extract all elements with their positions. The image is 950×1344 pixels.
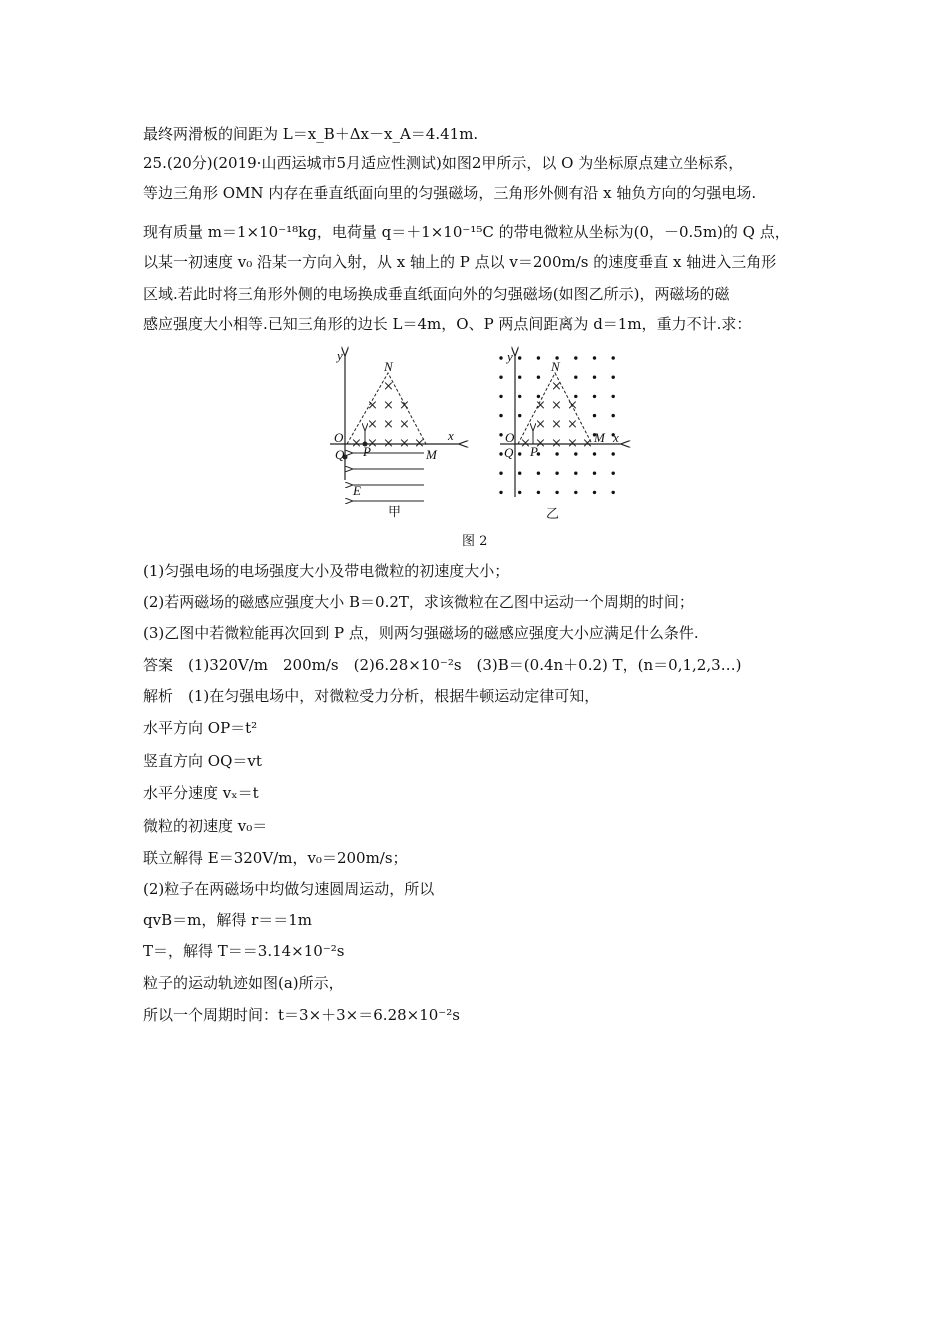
text-line: 感应强度大小相等.已知三角形的边长 L＝4m，O、P 两点间距离为 d＝1m，重力不计.求： <box>143 315 752 333</box>
dot-mark <box>499 356 502 359</box>
text-line: 水平分速度 vₓ＝t <box>143 784 259 802</box>
question-1: (1)匀强电场的电场强度大小及带电微粒的初速度大小； <box>143 562 510 580</box>
dot-mark <box>518 395 521 398</box>
dot-mark <box>499 472 502 475</box>
dot-mark <box>574 452 577 455</box>
dot-mark <box>499 395 502 398</box>
text-line: 现有质量 m＝1×10⁻¹⁸kg，电荷量 q＝＋1×10⁻¹⁵C 的带电微粒从坐标为(0，－0.5m)的 Q 点， <box>143 223 790 241</box>
dot-mark <box>612 472 615 475</box>
label-x: x <box>613 430 619 445</box>
svg-text:×: × <box>367 417 378 432</box>
text-line: 微粒的初速度 v₀＝ <box>143 817 268 835</box>
svg-text:×: × <box>551 417 562 432</box>
dot-mark <box>499 433 502 436</box>
svg-text:×: × <box>535 398 546 413</box>
dot-mark <box>612 491 615 494</box>
svg-text:×: × <box>551 436 562 451</box>
svg-text:×: × <box>383 436 394 451</box>
text-line: 以某一初速度 v₀ 沿某一方向入射，从 x 轴上的 P 点以 v＝200m/s 的速度垂直 x 轴进入三角形 <box>143 253 777 271</box>
label-p: P <box>363 444 371 459</box>
dot-mark <box>593 472 596 475</box>
label-p: P <box>530 444 538 459</box>
text-line: 所以一个周期时间：t＝3×＋3×＝6.28×10⁻²s <box>143 1006 460 1024</box>
figure-2 <box>0 0 950 560</box>
svg-text:×: × <box>414 436 425 451</box>
dot-mark <box>537 472 540 475</box>
text-line: 等边三角形 OMN 内存在垂直纸面向里的匀强磁场，三角形外侧有沿 x 轴负方向的匀强电场. <box>143 184 757 202</box>
dot-mark <box>574 491 577 494</box>
svg-text:×: × <box>383 398 394 413</box>
text-line: 粒子的运动轨迹如图(a)所示， <box>143 974 344 992</box>
svg-text:×: × <box>567 436 578 451</box>
dot-mark <box>537 356 540 359</box>
problem-header: 25.(20分)(2019·山西运城市5月适应性测试)如图2甲所示，以 O 为坐标原点建立坐标系， <box>143 154 744 172</box>
dot-mark <box>518 414 521 417</box>
svg-text:×: × <box>551 398 562 413</box>
label-y: y <box>507 349 513 364</box>
label-n: N <box>551 359 560 374</box>
dot-mark <box>612 356 615 359</box>
label-o: O <box>505 430 515 445</box>
dot-mark <box>555 472 558 475</box>
svg-text:×: × <box>399 436 410 451</box>
answer-line: 答案 (1)320V/m 200m/s (2)6.28×10⁻²s (3)B＝(0.4n＋0.2) T，(n＝0,1,2,3…) <box>143 656 742 674</box>
text-line: 竖直方向 OQ＝vt <box>143 752 262 770</box>
dot-mark <box>537 376 540 379</box>
svg-text:×: × <box>399 398 410 413</box>
dot-mark <box>518 356 521 359</box>
label-m: M <box>426 447 437 462</box>
dot-mark <box>574 472 577 475</box>
label-m: M <box>594 430 605 445</box>
svg-text:×: × <box>383 379 394 394</box>
dot-mark <box>593 414 596 417</box>
label-q: Q <box>504 445 514 460</box>
svg-text:×: × <box>582 436 593 451</box>
svg-text:×: × <box>351 436 362 451</box>
figure-caption: 图 2 <box>462 534 488 549</box>
dot-mark <box>555 452 558 455</box>
dot-mark <box>555 491 558 494</box>
cross-marks <box>520 379 593 451</box>
label-y: y <box>337 348 343 363</box>
svg-text:×: × <box>567 417 578 432</box>
field-arrows <box>352 453 424 501</box>
dot-mark <box>537 491 540 494</box>
dot-mark <box>593 452 596 455</box>
dot-mark <box>499 414 502 417</box>
dot-mark <box>612 452 615 455</box>
dot-mark <box>593 376 596 379</box>
text-line: T＝，解得 T＝＝3.14×10⁻²s <box>143 942 345 960</box>
dot-mark <box>593 491 596 494</box>
dot-mark <box>518 472 521 475</box>
svg-text:×: × <box>520 436 531 451</box>
dot-mark <box>499 491 502 494</box>
dot-mark <box>518 376 521 379</box>
label-yi: 乙 <box>546 507 560 522</box>
svg-text:×: × <box>567 398 578 413</box>
dot-mark <box>499 376 502 379</box>
dot-mark <box>574 376 577 379</box>
dot-mark <box>518 491 521 494</box>
dot-mark <box>499 452 502 455</box>
question-2: (2)若两磁场的磁感应强度大小 B＝0.2T，求该微粒在乙图中运动一个周期的时间； <box>143 593 694 611</box>
text-line: 联立解得 E＝320V/m，v₀＝200m/s； <box>143 849 408 867</box>
label-n: N <box>384 359 393 374</box>
svg-text:×: × <box>535 417 546 432</box>
diagram-jia <box>330 348 460 520</box>
svg-text:×: × <box>383 417 394 432</box>
dot-mark <box>612 414 615 417</box>
label-jia: 甲 <box>388 505 402 520</box>
label-x: x <box>448 428 454 443</box>
text-line: qvB＝m，解得 r＝＝1m <box>143 911 313 929</box>
analysis-line: 解析 (1)在匀强电场中，对微粒受力分析，根据牛顿运动定律可知， <box>143 687 600 705</box>
text-line: 水平方向 OP＝t² <box>143 719 258 737</box>
cross-marks <box>351 379 425 451</box>
label-e: E <box>353 483 361 498</box>
label-o: O <box>334 430 344 445</box>
diagram-yi <box>499 349 622 522</box>
svg-text:×: × <box>535 436 546 451</box>
dot-mark <box>518 452 521 455</box>
svg-text:×: × <box>367 398 378 413</box>
dot-mark <box>593 395 596 398</box>
dot-mark <box>612 395 615 398</box>
label-q: Q <box>335 447 345 462</box>
text-line: 最终两滑板的间距为 L＝x_B＋Δx－x_A＝4.41m. <box>143 125 479 143</box>
svg-text:×: × <box>551 379 562 394</box>
svg-text:×: × <box>367 436 378 451</box>
dot-mark <box>574 356 577 359</box>
dot-mark <box>593 356 596 359</box>
svg-text:×: × <box>399 417 410 432</box>
text-line: 区域.若此时将三角形外侧的电场换成垂直纸面向外的匀强磁场(如图乙所示)，两磁场的磁 <box>143 285 730 303</box>
dot-mark <box>612 376 615 379</box>
text-line: (2)粒子在两磁场中均做匀速圆周运动，所以 <box>143 880 435 898</box>
question-3: (3)乙图中若微粒能再次回到 P 点，则两匀强磁场的磁感应强度大小应满足什么条件. <box>143 624 699 642</box>
